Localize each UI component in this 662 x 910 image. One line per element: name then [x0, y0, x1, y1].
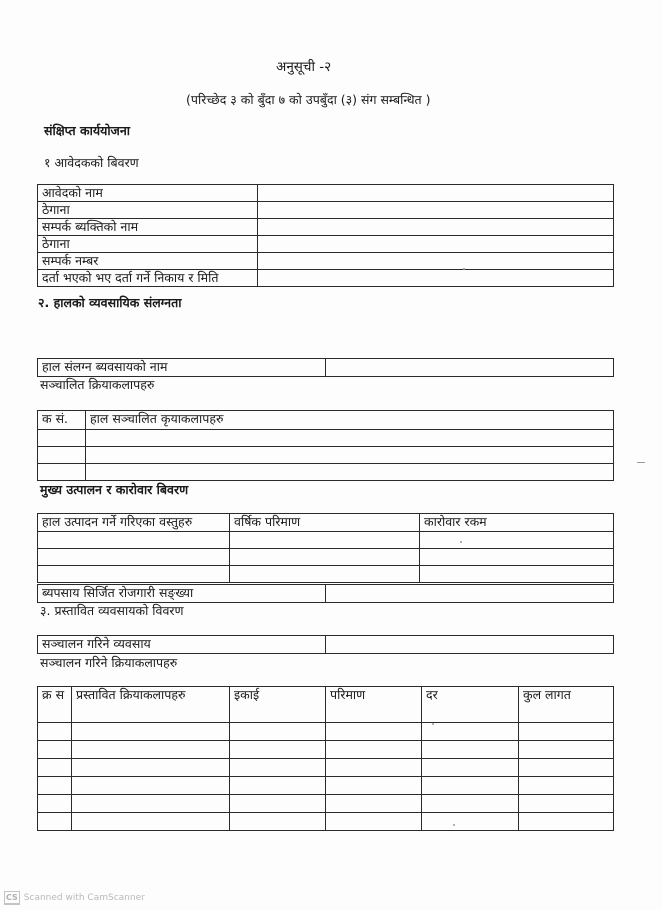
input-cell[interactable]	[86, 430, 614, 447]
applicant-field-label: ठेगाना	[38, 202, 258, 219]
input-cell[interactable]	[230, 813, 326, 831]
input-cell[interactable]	[230, 795, 326, 813]
production-row	[38, 566, 614, 583]
input-cell[interactable]	[422, 795, 519, 813]
proposed-business-field[interactable]	[326, 636, 614, 654]
business-name-label: हाल संलग्न ब्यवसायको नाम	[38, 359, 326, 377]
applicant-field-input[interactable]	[258, 270, 614, 287]
schedule-title: अनुसूची -२	[276, 59, 332, 75]
applicant-field-label: दर्ता भएको भए दर्ता गर्ने निकाय र मिति	[38, 270, 258, 287]
input-cell[interactable]	[72, 741, 230, 759]
camscanner-watermark	[4, 891, 145, 905]
input-cell[interactable]	[230, 759, 326, 777]
proposed-header-activities: प्रस्तावित क्रियाकलापहरु	[72, 687, 230, 723]
proposed-header-quantity: परिमाण	[326, 687, 422, 723]
input-cell[interactable]	[72, 723, 230, 741]
input-cell[interactable]	[38, 566, 230, 583]
input-cell[interactable]	[38, 759, 72, 777]
employment-table	[37, 584, 614, 603]
input-cell[interactable]	[72, 759, 230, 777]
input-cell[interactable]	[230, 532, 420, 549]
applicant-field-label: आवेदको नाम	[38, 185, 258, 202]
activities-header-name: हाल सञ्चालित कृयाकलापहरु	[86, 411, 614, 430]
proposed-header-sn: क्र स	[38, 687, 72, 723]
scan-speck	[460, 541, 462, 543]
watermark-text: Scanned with CamScanner	[23, 893, 145, 903]
applicant-row	[38, 236, 614, 253]
plan-title: संक्षिप्त कार्ययोजना	[44, 123, 131, 138]
input-cell[interactable]	[38, 447, 86, 464]
section1-heading: १ आवेदकको बिवरण	[44, 155, 139, 170]
production-row	[38, 549, 614, 566]
production-heading: मुख्य उत्पालन र कारोवार बिवरण	[40, 482, 189, 497]
input-cell[interactable]	[230, 549, 420, 566]
activity-row	[38, 447, 614, 464]
production-header-annual-quantity: वर्षिक परिमाण	[230, 514, 420, 532]
proposed-activity-row	[38, 723, 614, 741]
proposed-activity-row	[38, 741, 614, 759]
input-cell[interactable]	[230, 723, 326, 741]
input-cell[interactable]	[519, 741, 614, 759]
proposed-header-rate: दर	[422, 687, 519, 723]
input-cell[interactable]	[422, 759, 519, 777]
input-cell[interactable]	[326, 723, 422, 741]
applicant-field-input[interactable]	[258, 236, 614, 253]
scan-speck	[432, 723, 434, 725]
proposed-activity-row	[38, 813, 614, 831]
proposed-activity-row	[38, 759, 614, 777]
input-cell[interactable]	[86, 464, 614, 481]
input-cell[interactable]	[38, 464, 86, 481]
input-cell[interactable]	[519, 759, 614, 777]
production-header-goods: हाल उत्पादन गर्ने गरिएका वस्तुहरु	[38, 514, 230, 532]
input-cell[interactable]	[422, 741, 519, 759]
input-cell[interactable]	[326, 813, 422, 831]
proposed-activities-heading: सञ्चालन गरिने क्रियाकलापहरु	[40, 655, 178, 670]
proposed-business-label: सञ्चालन गरिने व्यवसाय	[38, 636, 326, 654]
input-cell[interactable]	[72, 795, 230, 813]
employment-label: ब्यपसाय सिर्जित रोजगारी सङ्ख्या	[38, 585, 326, 603]
employment-field[interactable]	[326, 585, 614, 603]
applicant-row	[38, 219, 614, 236]
input-cell[interactable]	[420, 549, 614, 566]
applicant-field-input[interactable]	[258, 219, 614, 236]
production-row	[38, 532, 614, 549]
input-cell[interactable]	[38, 777, 72, 795]
input-cell[interactable]	[38, 741, 72, 759]
input-cell[interactable]	[38, 430, 86, 447]
applicant-row	[38, 253, 614, 270]
input-cell[interactable]	[422, 813, 519, 831]
input-cell[interactable]	[326, 777, 422, 795]
input-cell[interactable]	[38, 532, 230, 549]
scan-mark	[637, 462, 645, 463]
applicant-field-input[interactable]	[258, 253, 614, 270]
applicant-field-input[interactable]	[258, 202, 614, 219]
activity-row	[38, 464, 614, 481]
current-activities-table	[37, 410, 614, 481]
current-business-table	[37, 358, 614, 377]
proposed-business-table	[37, 635, 614, 654]
section2-heading: २. हालको व्यवसायिक संलग्नता	[38, 295, 182, 310]
input-cell[interactable]	[38, 723, 72, 741]
input-cell[interactable]	[519, 813, 614, 831]
scan-speck	[463, 268, 465, 270]
schedule-subtitle: (परिच्छेद ३ को बुँदा ७ को उपबुँदा (३) संग सम्बन्धित )	[186, 92, 431, 107]
camscanner-logo-icon: CS	[4, 891, 20, 905]
input-cell[interactable]	[230, 741, 326, 759]
input-cell[interactable]	[420, 532, 614, 549]
input-cell[interactable]	[326, 759, 422, 777]
input-cell[interactable]	[38, 813, 72, 831]
proposed-header-total-cost: कुल लागत	[519, 687, 614, 723]
proposed-activity-row	[38, 777, 614, 795]
input-cell[interactable]	[230, 566, 420, 583]
input-cell[interactable]	[519, 777, 614, 795]
input-cell[interactable]	[326, 795, 422, 813]
proposed-activity-row	[38, 795, 614, 813]
scan-speck	[453, 824, 455, 826]
input-cell[interactable]	[422, 777, 519, 795]
applicant-row	[38, 270, 614, 287]
section3-heading: ३. प्रस्तावित व्यवसायको विवरण	[40, 603, 184, 618]
applicant-row	[38, 202, 614, 219]
input-cell[interactable]	[519, 795, 614, 813]
applicant-details-table	[37, 184, 614, 287]
input-cell[interactable]	[326, 741, 422, 759]
activity-row	[38, 430, 614, 447]
applicant-field-input[interactable]	[258, 185, 614, 202]
input-cell[interactable]	[72, 777, 230, 795]
input-cell[interactable]	[86, 447, 614, 464]
input-cell[interactable]	[422, 723, 519, 741]
current-activities-heading: सञ्चालित क्रियाकलापहरु	[40, 377, 155, 392]
input-cell[interactable]	[72, 813, 230, 831]
production-table	[37, 513, 614, 583]
applicant-field-label: सम्पर्क नम्बर	[38, 253, 258, 270]
input-cell[interactable]	[230, 777, 326, 795]
applicant-field-label: सम्पर्क ब्यक्तिको नाम	[38, 219, 258, 236]
production-header-turnover: कारोवार रकम	[420, 514, 614, 532]
proposed-activities-table	[37, 686, 614, 831]
input-cell[interactable]	[420, 566, 614, 583]
input-cell[interactable]	[38, 795, 72, 813]
input-cell[interactable]	[519, 723, 614, 741]
applicant-row	[38, 185, 614, 202]
business-name-field[interactable]	[326, 359, 614, 377]
input-cell[interactable]	[38, 549, 230, 566]
activities-header-sn: क सं.	[38, 411, 86, 430]
applicant-field-label: ठेगाना	[38, 236, 258, 253]
proposed-header-unit: इकाई	[230, 687, 326, 723]
